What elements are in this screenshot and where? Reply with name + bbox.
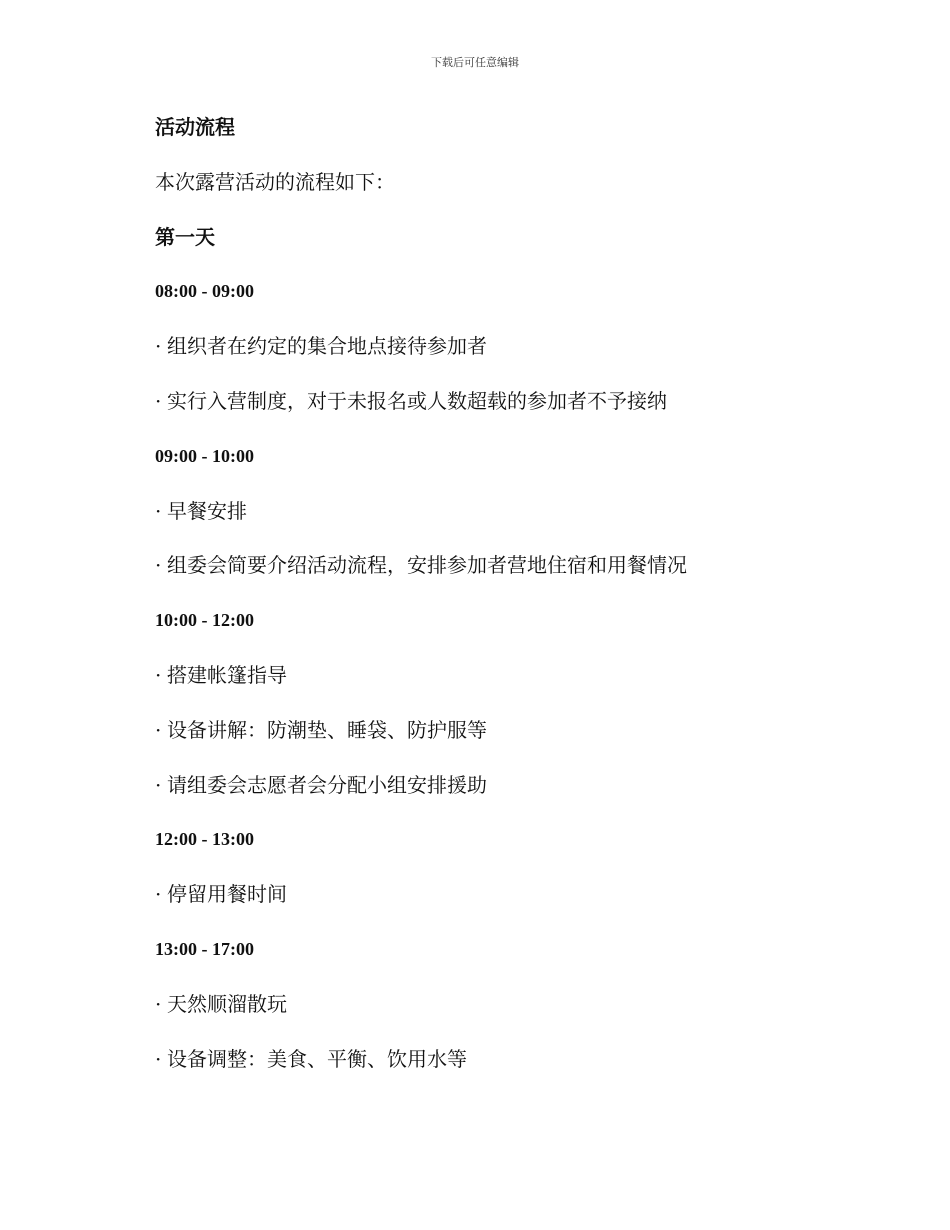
time-slot: 12:00 - 13:00: [155, 829, 254, 850]
time-slot: 09:00 - 10:00: [155, 445, 254, 466]
bullet-item: [155, 386, 855, 441]
bullet-text: 实行入营制度，对于未报名或人数超载的参加者不予接纳: [167, 388, 667, 413]
bullet-marker: ·: [155, 882, 162, 907]
bullet-marker: ·: [155, 717, 162, 742]
bullet-text: 组委会简要介绍活动流程，安排参加者营地住宿和用餐情况: [167, 553, 687, 578]
bullet-text: 设备调整：美食、平衡、饮用水等: [167, 1046, 467, 1071]
bullet-text: 天然顺溜散玩: [167, 991, 287, 1016]
bullet-item: [155, 660, 855, 715]
bullet-marker: ·: [155, 388, 162, 413]
bullet-marker: ·: [155, 334, 162, 359]
bullet-text: 设备讲解：防潮垫、睡袋、防护服等: [167, 717, 487, 742]
bullet-text: 请组委会志愿者会分配小组安排援助: [167, 772, 487, 797]
time-slot: 10:00 - 12:00: [155, 610, 254, 631]
bullet-item: [155, 715, 855, 770]
bullet-text: 组织者在约定的集合地点接待参加者: [167, 334, 487, 359]
bullet-text: 搭建帐篷指导: [167, 662, 287, 687]
header-note: 下载后可任意编辑: [431, 56, 519, 69]
bullet-marker: ·: [155, 991, 162, 1016]
bullet-text: 早餐安排: [167, 498, 247, 523]
section-title: 活动流程: [155, 115, 235, 139]
day-title: 第一天: [155, 224, 215, 249]
bullet-item: [155, 1044, 855, 1099]
intro-paragraph: 本次露营活动的流程如下：: [155, 169, 395, 194]
bullet-marker: ·: [155, 662, 162, 687]
bullet-item: [155, 879, 855, 934]
bullet-marker: ·: [155, 1046, 162, 1071]
time-slot: 08:00 - 09:00: [155, 281, 254, 302]
document-body: [155, 112, 855, 1098]
bullet-item: [155, 331, 855, 386]
bullet-marker: ·: [155, 772, 162, 797]
bullet-marker: ·: [155, 498, 162, 523]
bullet-item: [155, 770, 855, 825]
schedule-list: [155, 276, 855, 1098]
bullet-text: 停留用餐时间: [167, 882, 287, 907]
time-slot: 13:00 - 17:00: [155, 938, 254, 959]
bullet-marker: ·: [155, 553, 162, 578]
bullet-item: [155, 496, 855, 551]
bullet-item: [155, 550, 855, 605]
bullet-item: [155, 989, 855, 1044]
